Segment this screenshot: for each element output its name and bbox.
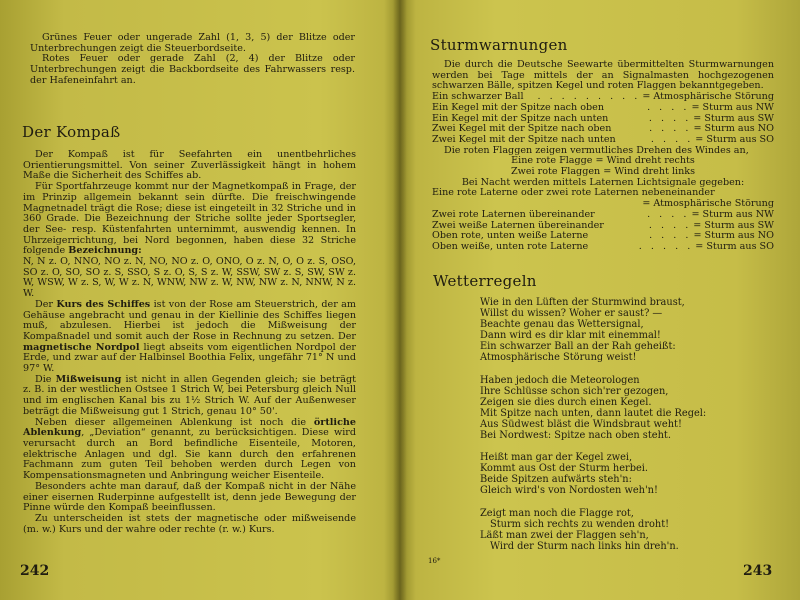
day-signal-list — [432, 92, 774, 146]
poem-stanza — [480, 508, 780, 552]
poem-line: Beide Spitzen aufwärts steh'n: — [480, 474, 632, 486]
poem-line: Dann wird es dir klar mit einemmal! — [480, 330, 661, 342]
compass-para-1: Der Kompaß ist für Seefahrten ein unentbehrliches Orientierungsmittel. Von seiner Zuverlässigkeit hängt in hohem Maße die Sicherheit des Schiffes ab. — [23, 149, 356, 182]
poem-line: Zeigt man noch die Flagge rot, — [480, 507, 634, 519]
poem-line: Gleich wird's von Nordosten weh'n! — [480, 485, 658, 497]
page-number-left: 242 — [20, 563, 50, 579]
signal-dots: . . . . — [648, 113, 692, 124]
intro-red-light: Rotes Feuer oder gerade Zahl (2, 4) der Blitze oder Unterbrechungen zeigt die Backbordseite des Fahrwassers resp. der Hafeneinfahrt an. — [30, 53, 355, 86]
left-intro — [30, 33, 355, 87]
poem-line: Aus Südwest bläst die Windsbraut weht! — [480, 418, 682, 430]
compass-para-7: Zu unterscheiden ist stets der magnetische oder mißweisende (m. w.) Kurs und der wahre oder rechte (r. w.) Kurs. — [23, 512, 356, 535]
signature-mark: 16* — [428, 557, 441, 565]
poem-stanza — [480, 297, 780, 364]
poem-line: Ein schwarzer Ball an der Rah geheißt: — [480, 341, 676, 353]
signal-meaning: = Sturm aus SW — [693, 112, 774, 124]
signal-dots: . . . . — [650, 134, 694, 145]
signal-meaning: = Sturm aus SO — [695, 133, 774, 145]
poem-stanza — [480, 452, 780, 496]
signal-label: Zwei weiße Laternen übereinander — [432, 219, 604, 231]
flag-signal-line: Zwei rote Flaggen = Wind dreht links — [510, 166, 695, 178]
weather-rules-poem — [480, 297, 780, 563]
poem-line: Läßt man zwei der Flaggen seh'n, — [480, 529, 649, 541]
flags-intro: Die roten Flaggen zeigen vermutliches Drehen des Windes an, — [444, 144, 749, 156]
poem-line: Sturm sich rechts zu wenden droht! — [490, 518, 670, 530]
flag-signal-line: Eine rote Flagge = Wind dreht rechts — [511, 155, 695, 167]
poem-line: Atmosphärische Störung weist! — [480, 352, 637, 364]
poem-line: Willst du wissen? Woher er saust? — — [480, 308, 663, 320]
intro-green-light: Grünes Feuer oder ungerade Zahl (1, 3, 5) der Blitze oder Unterbrechungen zeigt die Steuerbordseite. — [30, 32, 355, 54]
signal-label: Zwei Kegel mit der Spitze nach oben — [432, 123, 612, 135]
signal-meaning: = Sturm aus NW — [691, 101, 774, 113]
signal-label: Oben rote, unten weiße Laterne — [432, 230, 589, 242]
poem-line: Haben jedoch die Meteorologen — [480, 374, 640, 386]
poem-line: Ihre Schlüsse schon sich'rer gezogen, — [480, 385, 669, 397]
poem-line: Wird der Sturm nach links hin dreh'n. — [490, 540, 679, 552]
poem-line: Mit Spitze nach unten, dann lautet die Regel: — [480, 407, 707, 419]
page-number-right: 243 — [743, 563, 773, 579]
section-heading-storm-warnings: Sturmwarnungen — [430, 36, 568, 54]
poem-line: Beachte genau das Wettersignal, — [480, 319, 644, 331]
poem-line: Bei Nordwest: Spitze nach oben steht. — [480, 430, 671, 442]
signal-meaning: = Sturm aus NW — [691, 208, 774, 220]
signal-row — [432, 103, 774, 114]
storm-warnings-body — [432, 60, 774, 253]
signal-row — [432, 242, 774, 253]
signal-meaning: = Sturm aus NO — [693, 230, 774, 242]
poem-stanza — [480, 375, 780, 442]
signal-meaning: = Sturm aus NO — [693, 123, 774, 135]
signal-dots: . . . . . — [638, 241, 694, 252]
signal-label: Oben weiße, unten rote Laterne — [432, 240, 589, 252]
signal-dots: . . . . — [648, 220, 692, 231]
signal-dots: . . . . — [649, 124, 692, 135]
signal-label: Zwei Kegel mit der Spitze nach unten — [432, 133, 616, 145]
signal-dots: . . . . — [647, 209, 690, 220]
signal-label: Ein schwarzer Ball — [432, 91, 524, 103]
signal-meaning: = Sturm aus SO — [695, 240, 774, 252]
compass-para-2: Für Sportfahrzeuge kommt nur der Magnetkompaß in Frage, der im Prinzip allgemein bekannt sein dürfte. Die freischwingende Magnetnadel trägt die Rose; diese ist eingeteilt in 32 Striche und in 360 Grade. Die Bezeichnung der Striche sollte jeder Sportsegler, der See- resp. Küstenfahrten unternimmt, auswendig kennen. In Uhrzeigerrichtung, bei Nord begonnen, haben diese 32 Striche folgende Bezeichnung: — [23, 181, 356, 257]
flag-signal-list — [432, 156, 774, 177]
poem-line: Kommt aus Ost der Sturm herbei. — [480, 463, 649, 475]
signal-meaning: = Atmosphärische Störung — [642, 91, 774, 103]
poem-line: Wie in den Lüften der Sturmwind braust, — [480, 297, 685, 308]
storm-intro: Die durch die Deutsche Seewarte übermittelten Sturmwarnungen werden bei Tage mittels der an Signalmasten hochgezogenen schwarzen Bälle, spitzen Kegel und roten Flaggen bekanntgegeben. — [432, 59, 774, 92]
signal-dots: . . . . — [649, 231, 692, 242]
signal-meaning: = Sturm aus SW — [693, 219, 774, 231]
poem-line: Heißt man gar der Kegel zwei, — [480, 452, 633, 464]
signal-dots: . . . . — [647, 102, 690, 113]
compass-para-5: Neben dieser allgemeinen Ablenkung ist noch die örtliche Ablenkung, „Deviation“ genannt, zu berücksichtigen. Diese wird verursacht durch an Bord befindliche Eisenteile, Motoren, elektrische Anlagen und dgl. Sie kann durch den erfahrenen Fachmann zum guten Teil behoben werden durch Legen von Kompensationsmagneten und Anbringung weicher Eisenteile. — [23, 416, 356, 482]
signal-row — [432, 210, 774, 221]
signal-label: Zwei rote Laternen übereinander — [432, 208, 595, 220]
signal-dots: . . . . . . . . . — [537, 92, 641, 103]
compass-para-6: Besonders achte man darauf, daß der Kompaß nicht in der Nähe einer eisernen Ruderpinne aufgestellt ist, denn jede Bewegung der Pinne würde den Kompaß beeinflussen. — [23, 480, 356, 514]
right-page — [400, 0, 800, 600]
compass-para-3: Der Kurs des Schiffes ist von der Rose am Steuerstrich, der am Gehäuse angebracht und genau in der Kiellinie des Schiffes liegen muß, abzulesen. Hierbei ist jedoch die Mißweisung der Kompaßnadel und somit auch der Rose in Rechnung zu setzen. Der magnetische Nordpol liegt abseits vom eigentlichen Nordpol der Erde, und zwar auf der Halbinsel Boothia Felix, ungefähr 71° N und 97° W. — [23, 298, 357, 375]
signal-label: Ein Kegel mit der Spitze nach unten — [432, 112, 609, 124]
night-signal-list — [432, 210, 774, 253]
night-first-line: Eine rote Laterne oder zwei rote Laternen nebeneinander — [432, 187, 715, 199]
section-heading-compass: Der Kompaß — [22, 123, 121, 141]
night-first-meaning: = Atmosphärische Störung — [642, 198, 774, 210]
poem-line: Zeigen sie dies durch einen Kegel. — [480, 396, 652, 408]
signal-label: Ein Kegel mit der Spitze nach oben — [432, 101, 605, 113]
night-intro: Bei Nacht werden mittels Laternen Lichtsignale gegeben: — [461, 176, 745, 188]
section-heading-weather-rules: Wetterregeln — [433, 272, 537, 290]
compass-para-4: Die Mißweisung ist nicht in allen Gegenden gleich; sie beträgt z. B. in der westlichen Ostsee 1 Strich W, bei Petersburg gleich Null und im englischen Kanal bis zu 1½ Strich W. Auf der Außenweser beträgt die Mißweisung gut 1 Strich, genau 10° 50'. — [23, 373, 356, 417]
compass-body — [23, 150, 356, 535]
compass-points: N, N z. O, NNO, NO z. N, NO, NO z. O, ONO, O z. N, O, O z. S, OSO, SO z. O, SO, SO z. S, SSO, S z. O, S, S z. W, SSW, SW z. S, SW, SW z. W, WSW, W z. S, W, W z. N, WNW, NW z. W, NW, NW z. N, NNW, N z. W. — [23, 256, 356, 300]
